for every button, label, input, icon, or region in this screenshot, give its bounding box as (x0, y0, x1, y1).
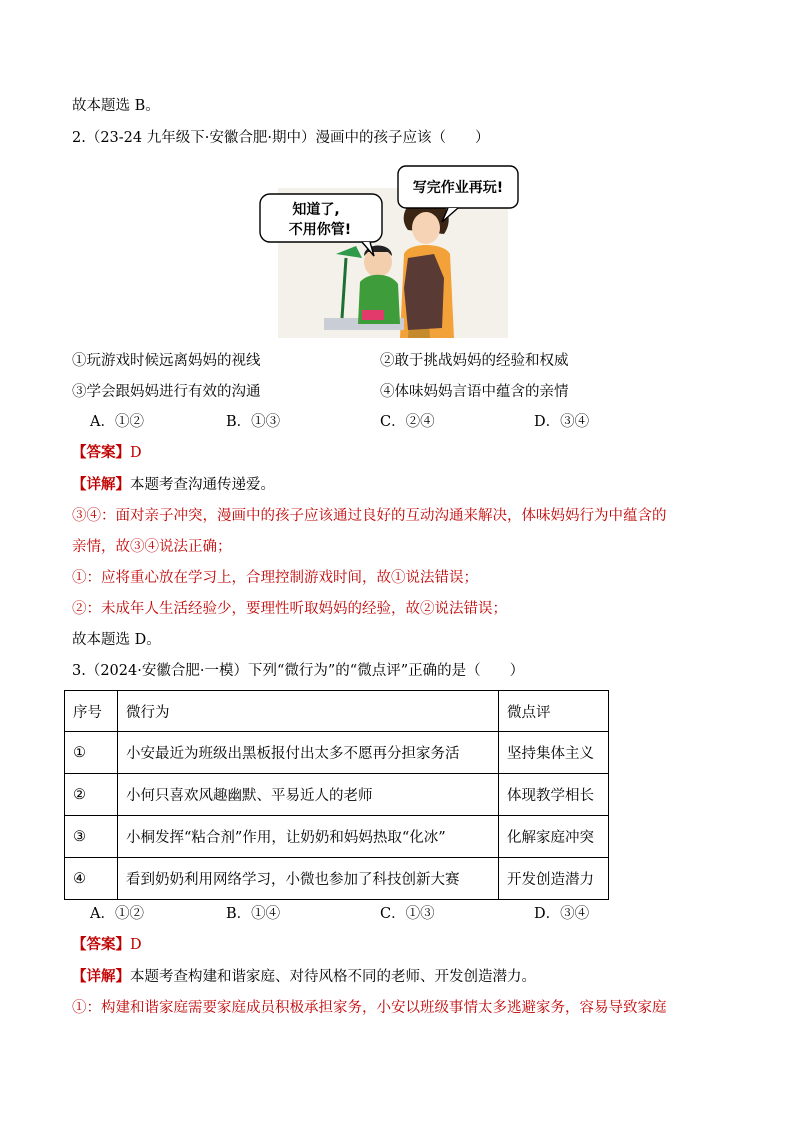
q2-conclusion: 故本题选 D。 (72, 632, 161, 648)
row-index: ③ (65, 816, 118, 858)
q2-statement-3: ③学会跟妈妈进行有效的沟通 (72, 384, 261, 400)
bubble-mother-text: 写完作业再玩! (412, 180, 504, 196)
row-behavior: 小何只喜欢风趣幽默、平易近人的老师 (118, 774, 499, 816)
row-index: ② (65, 774, 118, 816)
row-behavior: 小安最近为班级出黑板报付出太多不愿再分担家务活 (118, 732, 499, 774)
row-behavior: 小桐发挥“粘合剂”作用，让奶奶和妈妈热取“化冰” (118, 816, 499, 858)
row-comment: 体现教学相长 (499, 774, 609, 816)
row-index: ④ (65, 858, 118, 900)
table-row (65, 858, 609, 900)
q3-option-b: B．①④ (226, 906, 281, 922)
bubble-child-line2: 不用你管! (288, 222, 352, 238)
comic-illustration (258, 158, 520, 340)
q2-explanation-2: ①：应将重心放在学习上，合理控制游戏时间，故①说法错误； (72, 570, 478, 586)
q3-table (64, 690, 609, 900)
q3-option-a: A．①② (90, 906, 144, 922)
detail-text: 本题考查沟通传递爱。 (130, 477, 275, 493)
q2-detail (72, 474, 275, 496)
detail-label: 【详解】 (72, 476, 130, 493)
table-row (65, 732, 609, 774)
shirt-held (404, 254, 444, 330)
detail-text: 本题考查构建和谐家庭、对待风格不同的老师、开发创造潜力。 (130, 969, 536, 985)
table-row (65, 816, 609, 858)
row-behavior: 看到奶奶利用网络学习，小微也参加了科技创新大赛 (118, 858, 499, 900)
answer-label: 【答案】 (72, 936, 130, 953)
header-comment: 微点评 (499, 691, 609, 732)
row-comment: 坚持集体主义 (499, 732, 609, 774)
row-comment: 开发创造潜力 (499, 858, 609, 900)
q1-conclusion: 故本题选 B。 (72, 98, 160, 114)
header-index: 序号 (65, 691, 118, 732)
q2-statement-2: ②敢于挑战妈妈的经验和权威 (380, 353, 569, 369)
answer-value: D (130, 937, 142, 953)
bubble-child-line1: 知道了, (292, 202, 340, 218)
q3-explanation-1: ①：构建和谐家庭需要家庭成员积极承担家务，小安以班级事情太多逃避家务，容易导致家庭 (72, 1000, 667, 1016)
q2-option-c: C．②④ (380, 414, 435, 430)
q3-detail (72, 966, 536, 988)
row-index: ① (65, 732, 118, 774)
q2-statement-4: ④体味妈妈言语中蕴含的亲情 (380, 384, 569, 400)
q2-explanation-3: ②：未成年人生活经验少，要理性听取妈妈的经验，故②说法错误； (72, 601, 507, 617)
q2-explanation-1b: 亲情，故③④说法正确； (72, 539, 232, 555)
row-comment: 化解家庭冲突 (499, 816, 609, 858)
q2-statement-1: ①玩游戏时候远离妈妈的视线 (72, 353, 261, 369)
q2-option-d: D．③④ (534, 414, 590, 430)
q2-answer (72, 442, 142, 464)
answer-value: D (130, 445, 142, 461)
q2-option-b: B．①③ (226, 414, 281, 430)
q2-option-a: A．①② (90, 414, 144, 430)
q2-explanation-1a: ③④：面对亲子冲突，漫画中的孩子应该通过良好的互动沟通来解决，体味妈妈行为中蕴含的 (72, 508, 667, 524)
table-header-row (65, 691, 609, 732)
q3-option-d: D．③④ (534, 906, 590, 922)
q3-answer (72, 934, 142, 956)
answer-label: 【答案】 (72, 444, 130, 461)
header-behavior: 微行为 (118, 691, 499, 732)
q3-stem: 3.（2024·安徽合肥·一模）下列“微行为”的“微点评”正确的是（ ） (72, 663, 525, 679)
q3-option-c: C．①③ (380, 906, 435, 922)
q2-stem: 2.（23-24 九年级下·安徽合肥·期中）漫画中的孩子应该（ ） (72, 130, 490, 146)
table-row (65, 774, 609, 816)
detail-label: 【详解】 (72, 968, 130, 985)
